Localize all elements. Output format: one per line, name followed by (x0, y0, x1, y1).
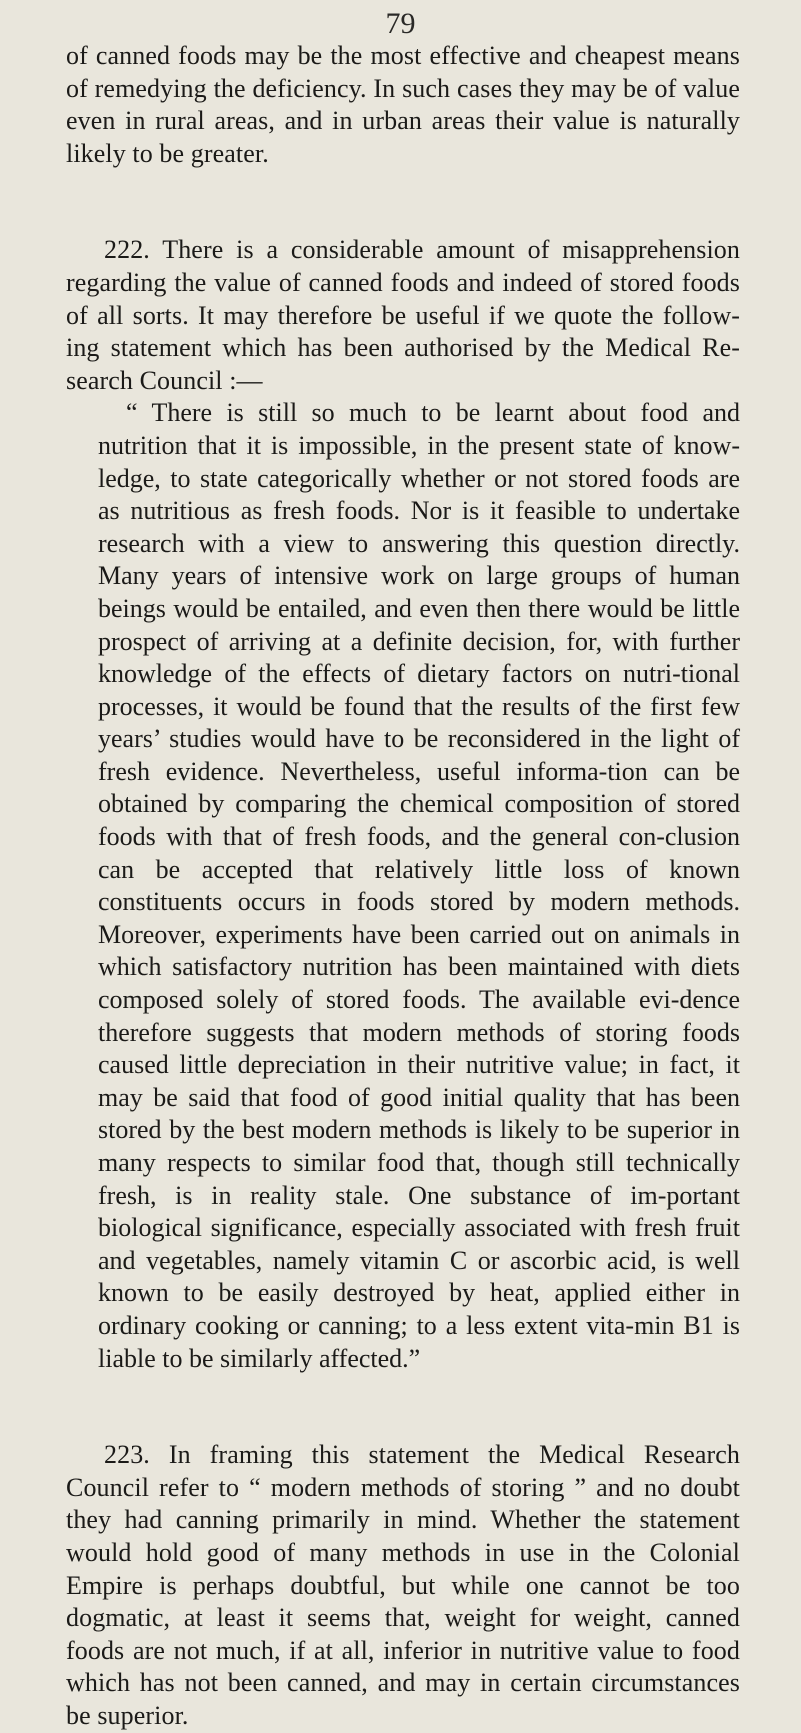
paragraph-gap (66, 170, 740, 234)
page-number: 79 (385, 7, 416, 40)
paragraph-continuation: of canned foods may be the most effective and cheapest means of remedying the deficiency. In such cases they may be of value even in rural areas, and in urban areas their value is naturally likely to be greater. (66, 41, 740, 168)
paragraph-223: 223. In framing this statement the Medical Research Council refer to “ modern methods of storing ” and no doubt they had canning primarily in mind. Whether the statement would hold good of many methods in use in the Colonial Empire is perhaps doubtful, but while one cannot be too dogmatic, at least it seems that, weight for weight, canned foods are not much, if at all, inferior in nutritive value to food which has not been canned, and may in certain circumstances be superior. (66, 1440, 740, 1730)
paragraph-gap (66, 1375, 740, 1439)
body-text (66, 40, 740, 1733)
paragraph-222: 222. There is a considerable amount of misapprehension regarding the value of canned foods and indeed of stored foods of all sorts. It may therefore be useful if we quote the follow-ing statement which has been authorised by the Medical Re-search Council :— (66, 235, 740, 395)
block-quote: “ There is still so much to be learnt about food and nutrition that it is impossible, in the present state of know-ledge, to state categorically whether or not stored foods are as nutritious as fresh foods. Nor is it feasible to undertake research with a view to answering this question directly. Many years of intensive work on large groups of human beings would be entailed, and even then there would be little prospect of arriving at a definite decision, for, with further knowledge of the effects of dietary factors on nutri-tional processes, it would be found that the results of the first few years’ studies would have to be reconsidered in the light of fresh evidence. Nevertheless, useful informa-tion can be obtained by comparing the chemical composition of stored foods with that of fresh foods, and the general con-clusion can be accepted that relatively little loss of known constituents occurs in foods stored by modern methods. Moreover, experiments have been carried out on animals in which satisfactory nutrition has been maintained with diets composed solely of stored foods. The available evi-dence therefore suggests that modern methods of storing foods caused little depreciation in their nutritive value; in fact, it may be said that food of good initial quality that has been stored by the best modern methods is likely to be superior in many respects to similar food that, though still technically fresh, is in reality stale. One substance of im-portant biological significance, especially associated with fresh fruit and vegetables, namely vitamin C or ascorbic acid, is well known to be easily destroyed by heat, applied either in ordinary cooking or canning; to a less extent vita-min B1 is liable to be similarly affected.” (98, 398, 740, 1373)
